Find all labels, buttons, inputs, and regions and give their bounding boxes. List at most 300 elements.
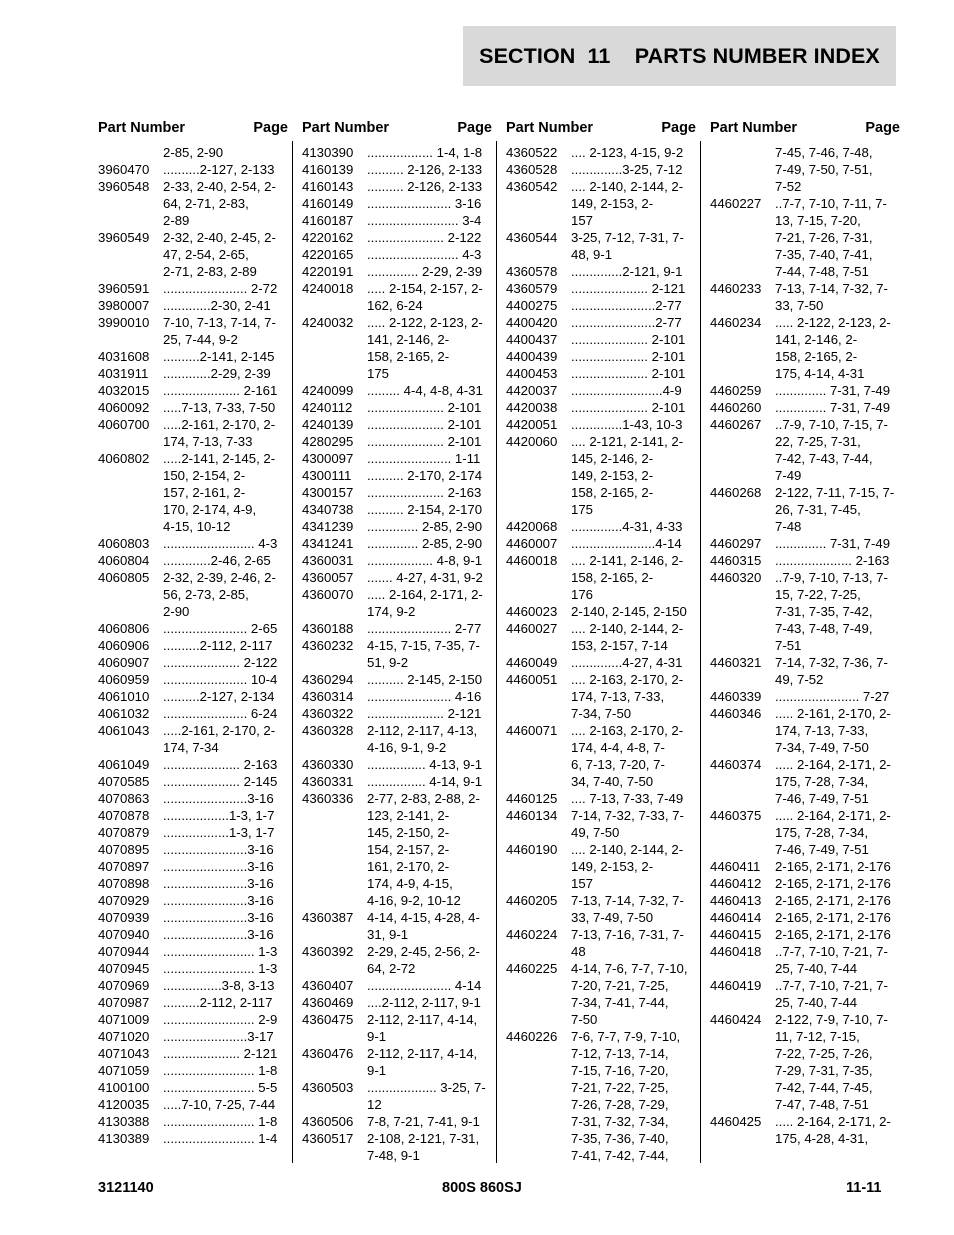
part-number: 4071059	[98, 1063, 150, 1078]
index-entry	[98, 1079, 288, 1096]
part-number: 4341239	[302, 519, 354, 534]
column-heading	[506, 118, 696, 144]
page-references: .......................2-77	[571, 298, 682, 313]
page-references: ....................... 1-11	[367, 451, 481, 466]
index-entry	[302, 229, 492, 246]
column-heading	[98, 118, 288, 144]
part-number: 4460320	[710, 570, 762, 585]
index-entry	[710, 382, 900, 399]
part-number: 4460071	[506, 723, 558, 738]
part-number: 4460051	[506, 672, 558, 687]
page-references: ......................... 1-3	[163, 961, 278, 976]
part-number: 4460225	[506, 961, 558, 976]
part-number: 4360328	[302, 723, 354, 738]
index-entry	[302, 195, 492, 212]
page-references: 7-13, 7-16, 7-31, 7- 48	[571, 927, 684, 959]
index-entry	[302, 399, 492, 416]
page-references: .............. 7-31, 7-49	[775, 536, 891, 551]
index-entry	[98, 756, 288, 773]
page-references: .......................3-16	[163, 791, 274, 806]
page-references: ..................... 2-121	[571, 281, 686, 296]
page-references: .... 2-163, 2-170, 2- 174, 7-13, 7-33, 7-34, 7-50	[571, 672, 684, 721]
page-references: 2-112, 2-117, 4-13, 4-16, 9-1, 9-2	[367, 723, 478, 755]
index-entry	[302, 161, 492, 178]
footer-model: 800S 860SJ	[442, 1180, 522, 1196]
page-references: 2-165, 2-171, 2-176	[775, 876, 891, 891]
part-number: 4360544	[506, 230, 558, 245]
index-entry	[302, 1079, 492, 1113]
part-number: 4160149	[302, 196, 354, 211]
page-references: .............. 2-85, 2-90	[367, 519, 483, 534]
part-number: 4100100	[98, 1080, 150, 1095]
part-number: 4360522	[506, 145, 558, 160]
part-number: 4460260	[710, 400, 762, 415]
page-references: 2-165, 2-171, 2-176	[775, 910, 891, 925]
index-entry	[710, 909, 900, 926]
heading-part-number: Part Number	[302, 120, 390, 136]
part-number: 4070939	[98, 910, 150, 925]
part-number: 4400439	[506, 349, 558, 364]
part-number: 4360392	[302, 944, 354, 959]
part-number: 4061032	[98, 706, 150, 721]
index-entry	[98, 416, 288, 450]
part-number: 4340738	[302, 502, 354, 517]
page-references: ..... 2-164, 2-171, 2- 174, 9-2	[367, 587, 483, 619]
index-entry	[302, 518, 492, 535]
index-entry	[506, 960, 696, 1028]
part-number: 4420037	[506, 383, 558, 398]
page-references: ..................... 2-121	[163, 1046, 278, 1061]
part-number: 4460227	[710, 196, 762, 211]
index-column-1	[98, 118, 288, 1147]
part-number: 4460190	[506, 842, 558, 857]
page-references: 2-165, 2-171, 2-176	[775, 859, 891, 874]
index-entry	[710, 926, 900, 943]
index-entry	[506, 671, 696, 722]
index-entry	[710, 195, 900, 280]
page-references: .......................3-16	[163, 876, 274, 891]
index-entry	[98, 1062, 288, 1079]
part-number: 4460339	[710, 689, 762, 704]
index-entry	[302, 688, 492, 705]
index-entry	[506, 518, 696, 535]
part-number: 4160187	[302, 213, 354, 228]
page-references: ..... 2-122, 2-123, 2- 141, 2-146, 2- 158, 2-165, 2- 175, 4-14, 4-31	[775, 315, 891, 381]
page-references: ....................... 4-16	[367, 689, 482, 704]
part-number: 4460134	[506, 808, 558, 823]
index-entry	[506, 297, 696, 314]
index-entry	[302, 773, 492, 790]
index-column-3	[506, 118, 696, 1164]
page-references: .... 2-140, 2-144, 2- 153, 2-157, 7-14	[571, 621, 684, 653]
part-number: 4070940	[98, 927, 150, 942]
index-entry	[506, 841, 696, 892]
page-references: ..7-7, 7-10, 7-21, 7- 25, 7-40, 7-44	[775, 944, 888, 976]
part-number: 4060092	[98, 400, 150, 415]
part-number: 4130390	[302, 145, 354, 160]
index-entry	[98, 450, 288, 535]
page-references: 2-77, 2-83, 2-88, 2- 123, 2-141, 2- 145, 2-150, 2- 154, 2-157, 2- 161, 2-170, 2- 174, 4-9, 4-15, 4-16, 9-2, 10-12	[367, 791, 480, 908]
part-number: 4240112	[302, 400, 353, 415]
page-references: ..........2-127, 2-133	[163, 162, 275, 177]
part-number: 4400420	[506, 315, 558, 330]
index-entry	[98, 399, 288, 416]
part-number: 4071043	[98, 1046, 150, 1061]
page-references: .......................3-16	[163, 859, 274, 874]
index-entry	[302, 569, 492, 586]
index-entry	[98, 654, 288, 671]
part-number: 4060907	[98, 655, 150, 670]
part-number: 4460411	[710, 859, 761, 874]
part-number: 4460205	[506, 893, 558, 908]
index-entry	[98, 1113, 288, 1130]
part-number: 4360506	[302, 1114, 354, 1129]
index-entry	[98, 875, 288, 892]
page-references: .... 2-140, 2-144, 2- 149, 2-153, 2- 157	[571, 842, 684, 891]
index-entry	[302, 994, 492, 1011]
index-entry	[506, 620, 696, 654]
page-references: ..7-7, 7-10, 7-21, 7- 25, 7-40, 7-44	[775, 978, 888, 1010]
index-entry	[98, 943, 288, 960]
part-number: 4070879	[98, 825, 150, 840]
index-entry	[302, 280, 492, 314]
page-references: ......................... 1-8	[163, 1114, 278, 1129]
part-number: 4400275	[506, 298, 558, 313]
part-number: 3960591	[98, 281, 150, 296]
part-number: 3960549	[98, 230, 150, 245]
part-number: 4032015	[98, 383, 150, 398]
page-references: .............2-30, 2-41	[163, 298, 271, 313]
index-entry	[98, 348, 288, 365]
page-references: .............. 2-85, 2-90	[367, 536, 483, 551]
index-entry	[710, 756, 900, 807]
part-number: 4061049	[98, 757, 150, 772]
index-entry	[302, 416, 492, 433]
index-entry	[98, 790, 288, 807]
part-number: 4360469	[302, 995, 354, 1010]
page-references: ....................... 7-27	[775, 689, 890, 704]
index-entry	[98, 960, 288, 977]
index-entry	[710, 484, 900, 535]
page-references: 2-29, 2-45, 2-56, 2- 64, 2-72	[367, 944, 480, 976]
section-header	[463, 26, 896, 86]
page-references: ..7-9, 7-10, 7-15, 7- 22, 7-25, 7-31, 7-42, 7-43, 7-44, 7-49	[775, 417, 888, 483]
index-entry	[98, 722, 288, 756]
heading-page: Page	[661, 120, 696, 136]
index-entry	[302, 450, 492, 467]
part-number: 4460425	[710, 1114, 762, 1129]
index-entry	[710, 807, 900, 858]
page-references: .... 2-123, 4-15, 9-2	[571, 145, 684, 160]
part-number: 4360330	[302, 757, 354, 772]
part-number: 4460419	[710, 978, 762, 993]
page-references: ....................... 2-72	[163, 281, 278, 296]
page-references: ..................... 2-101	[571, 349, 686, 364]
index-entry	[710, 1113, 900, 1147]
index-entry	[506, 926, 696, 960]
page-references: ..7-9, 7-10, 7-13, 7- 15, 7-22, 7-25, 7-31, 7-35, 7-42, 7-43, 7-48, 7-49, 7-51	[775, 570, 888, 653]
page-references: 2-108, 2-121, 7-31, 7-48, 9-1	[367, 1131, 480, 1163]
part-number: 4341241	[302, 536, 354, 551]
heading-part-number: Part Number	[98, 120, 186, 136]
page-references: .......... 2-154, 2-170	[367, 502, 483, 517]
part-number: 4360578	[506, 264, 558, 279]
index-entry	[98, 144, 288, 161]
part-number: 4240099	[302, 383, 354, 398]
column-divider	[496, 141, 497, 1163]
part-number: 4060803	[98, 536, 150, 551]
part-number: 4460346	[710, 706, 762, 721]
page-references: ..................... 2-101	[571, 332, 686, 347]
page-references: .............. 7-31, 7-49	[775, 400, 891, 415]
index-entry	[302, 943, 492, 977]
part-number: 4070969	[98, 978, 150, 993]
page-references: 2-112, 2-117, 4-14, 9-1	[367, 1046, 478, 1078]
part-number: 4360336	[302, 791, 354, 806]
index-entry	[302, 620, 492, 637]
index-entry	[710, 654, 900, 688]
index-entry	[302, 212, 492, 229]
part-number: 4060906	[98, 638, 150, 653]
part-number: 4060959	[98, 672, 150, 687]
part-number: 4070863	[98, 791, 150, 806]
index-entry	[506, 603, 696, 620]
page-references: .... 7-13, 7-33, 7-49	[571, 791, 684, 806]
part-number: 4460424	[710, 1012, 762, 1027]
index-entry	[98, 280, 288, 297]
part-number: 4360232	[302, 638, 354, 653]
page-references: 3-25, 7-12, 7-31, 7- 48, 9-1	[571, 230, 684, 262]
page-references: ................ 4-13, 9-1	[367, 757, 483, 772]
index-entry	[302, 1130, 492, 1164]
part-number	[710, 144, 775, 195]
index-entry	[98, 688, 288, 705]
page-references: ..................... 2-161	[163, 383, 278, 398]
page-references: ....................... 6-24	[163, 706, 278, 721]
heading-page: Page	[457, 120, 492, 136]
part-number: 4360542	[506, 179, 558, 194]
page-references: ................ 4-14, 9-1	[367, 774, 483, 789]
page-references: 7-6, 7-7, 7-9, 7-10, 7-12, 7-13, 7-14, 7-15, 7-16, 7-20, 7-21, 7-22, 7-25, 7-26, 7-28, 7-29, 7-31, 7-32, 7-34, 7-35, 7-36, 7-40, 7-41, 7-42, 7-44,	[571, 1029, 681, 1163]
part-number: 4360294	[302, 672, 354, 687]
index-entry	[98, 535, 288, 552]
page-references: ......................... 2-9	[163, 1012, 278, 1027]
index-entry	[98, 297, 288, 314]
index-entry	[98, 807, 288, 824]
part-number: 4360475	[302, 1012, 354, 1027]
part-number: 4420068	[506, 519, 558, 534]
page-references: 7-8, 7-21, 7-41, 9-1	[367, 1114, 480, 1129]
heading-page: Page	[253, 120, 288, 136]
index-entry	[506, 331, 696, 348]
index-entry	[98, 620, 288, 637]
part-number: 4360314	[302, 689, 354, 704]
index-entry	[710, 314, 900, 382]
index-entry	[710, 875, 900, 892]
heading-part-number: Part Number	[710, 120, 798, 136]
part-number: 4130389	[98, 1131, 150, 1146]
part-number: 4240032	[302, 315, 354, 330]
part-number: 4070929	[98, 893, 150, 908]
part-number: 4360387	[302, 910, 354, 925]
part-number: 4060804	[98, 553, 150, 568]
page-references: ..7-7, 7-10, 7-11, 7- 13, 7-15, 7-20, 7-21, 7-26, 7-31, 7-35, 7-40, 7-41, 7-44, 7-48, 7-51	[775, 196, 887, 279]
part-number: 4220165	[302, 247, 354, 262]
part-number: 4360188	[302, 621, 354, 636]
page-references: ......................... 1-3	[163, 944, 278, 959]
index-entry	[302, 433, 492, 450]
index-entry	[302, 637, 492, 671]
page-references: ..................... 2-122	[367, 230, 482, 245]
part-number: 4460049	[506, 655, 558, 670]
index-entry	[506, 280, 696, 297]
part-number: 4060700	[98, 417, 150, 432]
part-number: 4460233	[710, 281, 762, 296]
page-references: 2-32, 2-39, 2-46, 2- 56, 2-73, 2-85, 2-90	[163, 570, 276, 619]
page-references: .....7-13, 7-33, 7-50	[163, 400, 276, 415]
page-references: .......................3-16	[163, 842, 274, 857]
part-number: 4460375	[710, 808, 762, 823]
page-references: ......................... 5-5	[163, 1080, 278, 1095]
index-entry	[98, 841, 288, 858]
part-number: 3990010	[98, 315, 150, 330]
page-references: .... 2-141, 2-146, 2- 158, 2-165, 2- 176	[571, 553, 684, 602]
index-entry	[506, 399, 696, 416]
footer-page-number: 11-11	[846, 1180, 882, 1196]
index-entry	[710, 892, 900, 909]
page-references: ................3-8, 3-13	[163, 978, 275, 993]
page-references: .... 2-140, 2-144, 2- 149, 2-153, 2- 157	[571, 179, 684, 228]
index-entry	[302, 535, 492, 552]
page-references: ..................1-3, 1-7	[163, 808, 275, 823]
part-number: 4070895	[98, 842, 150, 857]
index-entry	[710, 943, 900, 977]
index-entry	[302, 909, 492, 943]
page-references: ................... 3-25, 7-12	[367, 1080, 486, 1112]
index-entry	[506, 144, 696, 161]
part-number: 4070585	[98, 774, 150, 789]
page-references: .......... 2-126, 2-133	[367, 179, 483, 194]
page-references: ..................... 2-101	[571, 400, 686, 415]
index-entry	[506, 365, 696, 382]
index-entry	[302, 467, 492, 484]
part-number: 4460226	[506, 1029, 558, 1044]
part-number: 4360579	[506, 281, 558, 296]
index-entry	[302, 977, 492, 994]
part-number: 4070945	[98, 961, 150, 976]
index-entry	[302, 484, 492, 501]
page-references: ..................... 2-145	[163, 774, 278, 789]
index-entry	[506, 790, 696, 807]
page-references: .........................4-9	[571, 383, 682, 398]
part-number: 4160143	[302, 179, 354, 194]
part-number: 3960470	[98, 162, 150, 177]
index-entry	[710, 399, 900, 416]
part-number: 4220162	[302, 230, 354, 245]
page-references: .......................3-17	[163, 1029, 274, 1044]
page-references: ......................... 1-8	[163, 1063, 278, 1078]
page-references: ..... 2-164, 2-171, 2- 175, 7-28, 7-34, 7-46, 7-49, 7-51	[775, 808, 891, 857]
page-references: ..... 2-164, 2-171, 2- 175, 4-28, 4-31,	[775, 1114, 891, 1146]
index-entry	[710, 280, 900, 314]
index-entry	[98, 824, 288, 841]
page-references: ..... 2-164, 2-171, 2- 175, 7-28, 7-34, 7-46, 7-49, 7-51	[775, 757, 891, 806]
index-entry	[98, 382, 288, 399]
part-number: 4060802	[98, 451, 150, 466]
index-entry	[506, 229, 696, 263]
part-number: 4360331	[302, 774, 354, 789]
part-number: 4360476	[302, 1046, 354, 1061]
part-number: 4300097	[302, 451, 354, 466]
index-entry	[302, 263, 492, 280]
part-number	[98, 144, 163, 161]
index-entry	[506, 552, 696, 603]
page-references: ..........2-141, 2-145	[163, 349, 275, 364]
part-number: 4420038	[506, 400, 558, 415]
index-entry	[98, 178, 288, 229]
index-column-2	[302, 118, 492, 1164]
part-number: 4070944	[98, 944, 150, 959]
index-entry	[98, 569, 288, 620]
part-number: 4460418	[710, 944, 762, 959]
page-references: 7-13, 7-14, 7-32, 7- 33, 7-49, 7-50	[571, 893, 684, 925]
page-references: ..................... 2-163	[163, 757, 278, 772]
index-entry	[98, 314, 288, 348]
page-references: .......................3-16	[163, 893, 274, 908]
index-entry	[98, 994, 288, 1011]
heading-part-number: Part Number	[506, 120, 594, 136]
part-number: 4070897	[98, 859, 150, 874]
part-number: 4460267	[710, 417, 762, 432]
part-number: 4360322	[302, 706, 354, 721]
part-number: 4460268	[710, 485, 762, 500]
page-references: .......................3-16	[163, 910, 274, 925]
page-references: 7-14, 7-32, 7-36, 7- 49, 7-52	[775, 655, 888, 687]
page-references: ..................... 2-101	[367, 434, 482, 449]
page-references: .......................3-16	[163, 927, 274, 942]
part-number: 4360528	[506, 162, 558, 177]
index-entry	[506, 892, 696, 926]
page-references: .....2-161, 2-170, 2- 174, 7-34	[163, 723, 276, 755]
part-number: 4360031	[302, 553, 354, 568]
page-references: 2-165, 2-171, 2-176	[775, 893, 891, 908]
index-entry	[302, 1011, 492, 1045]
part-number: 4220191	[302, 264, 354, 279]
page-references: .... 2-163, 2-170, 2- 174, 4-4, 4-8, 7- 6, 7-13, 7-20, 7- 34, 7-40, 7-50	[571, 723, 684, 789]
page-references: ....................... 3-16	[367, 196, 482, 211]
part-number: 4460297	[710, 536, 762, 551]
part-number: 4061043	[98, 723, 150, 738]
column-divider	[292, 141, 293, 1163]
index-entry	[98, 637, 288, 654]
index-entry	[710, 705, 900, 756]
page-references: ....................... 2-77	[367, 621, 482, 636]
page-references: ......................... 3-4	[367, 213, 482, 228]
part-number: 4460027	[506, 621, 558, 636]
page-references: .....7-10, 7-25, 7-44	[163, 1097, 276, 1112]
part-number: 4460321	[710, 655, 762, 670]
index-entry	[98, 705, 288, 722]
index-entry	[506, 433, 696, 518]
index-entry	[506, 314, 696, 331]
page-references: ..... 2-122, 2-123, 2- 141, 2-146, 2- 158, 2-165, 2- 175	[367, 315, 483, 381]
index-entry	[98, 926, 288, 943]
index-entry	[302, 671, 492, 688]
index-column-4	[710, 118, 900, 1147]
part-number: 4360503	[302, 1080, 354, 1095]
index-entry	[98, 909, 288, 926]
index-entry	[302, 501, 492, 518]
